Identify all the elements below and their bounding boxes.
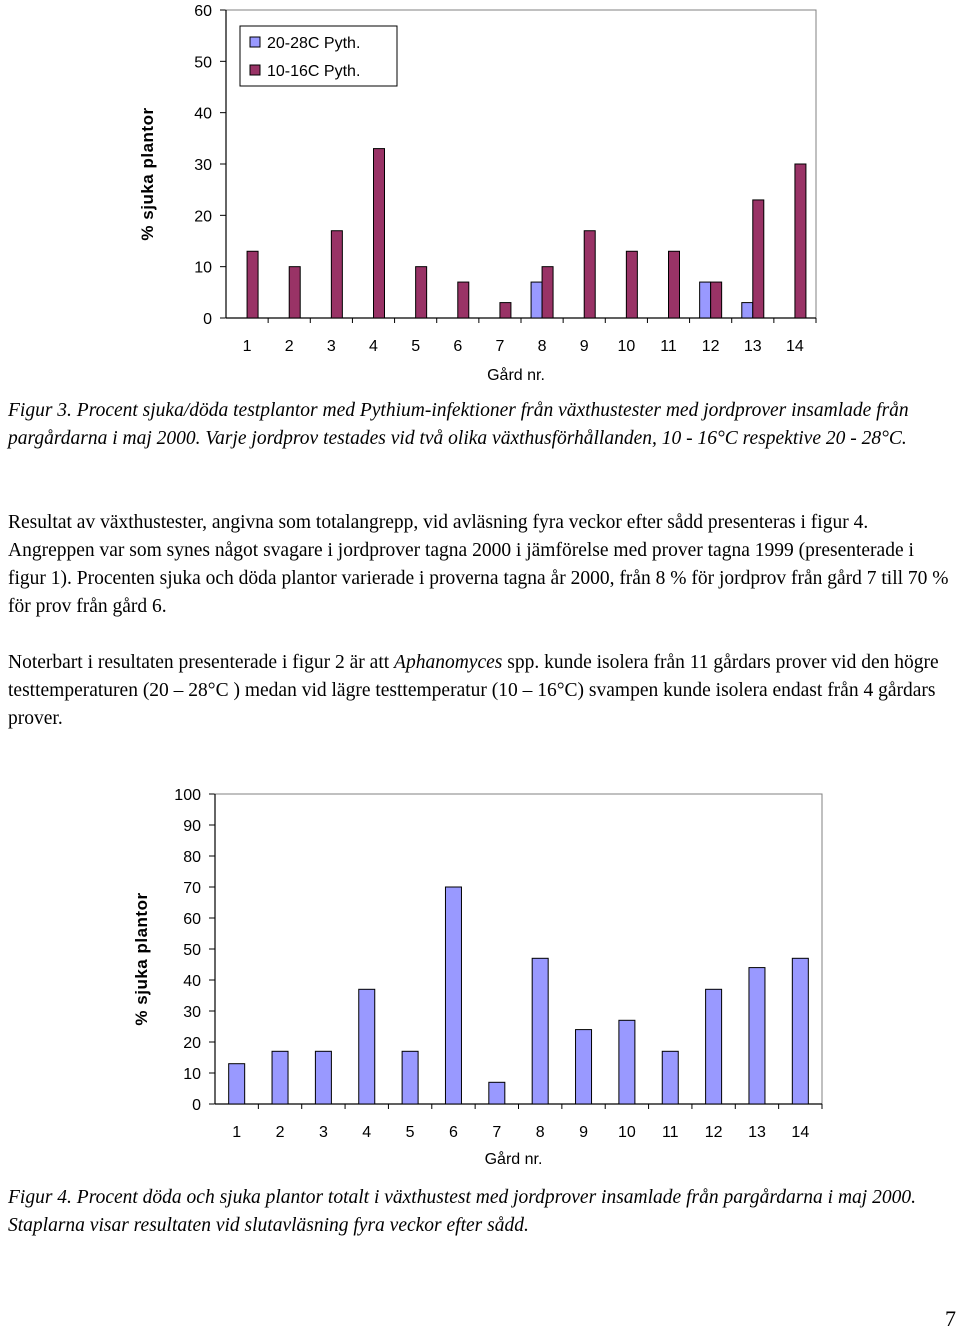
fig3-x-tick-label: 5 [411,338,421,355]
fig3-legend-label-1: 20-28C Pyth. [267,35,361,52]
fig3-legend-label-2: 10-16C Pyth. [267,63,361,80]
fig3-x-axis-label: Gård nr. [487,367,545,384]
fig4-bar-10-1 [619,1020,635,1104]
fig4-x-tick-label: 7 [492,1124,502,1141]
fig4-bar-4-1 [359,989,375,1104]
fig4-y-tick-label: 40 [183,973,201,990]
fig4-x-tick-label: 14 [791,1124,810,1141]
fig4-bar-13-1 [749,968,765,1104]
fig3-y-tick-label: 10 [194,259,212,277]
fig3-x-tick-label: 7 [495,338,505,355]
fig4-x-tick-label: 2 [275,1124,285,1141]
fig3-bar-11-2 [669,251,680,318]
fig3-x-tick-label: 11 [660,338,677,355]
fig3-bar-13-1 [742,303,753,318]
fig4-y-tick-label: 50 [183,942,201,959]
fig3-legend-swatch-1 [250,37,260,47]
fig3-x-tick-label: 6 [453,338,463,355]
fig3-x-tick-label: 14 [786,338,804,355]
fig3-legend-swatch-2 [250,65,260,75]
fig4-x-tick-label: 13 [748,1124,766,1141]
fig4-x-tick-label: 3 [318,1124,328,1141]
fig4-y-tick-label: 90 [183,818,201,835]
fig3-bar-8-2 [542,267,553,318]
fig3-bar-5-2 [416,267,427,318]
page-number: 7 [945,1306,956,1331]
fig4-bar-8-1 [532,958,548,1104]
fig3-x-tick-label: 1 [242,338,252,355]
fig3-bar-2-2 [289,267,300,318]
fig4-bar-7-1 [489,1082,505,1104]
fig3-bar-12-2 [711,282,722,318]
fig4-y-tick-label: 80 [183,849,201,866]
fig4-x-tick-label: 11 [661,1124,679,1141]
fig3-bar-10-2 [626,251,637,318]
fig4-x-tick-label: 9 [579,1124,588,1141]
fig4-x-tick-label: 5 [405,1124,415,1141]
fig4-x-tick-label: 10 [617,1124,636,1141]
fig4-bar-14-1 [792,958,808,1104]
fig3-x-tick-label: 13 [743,338,762,355]
fig4-y-tick-label: 100 [174,787,201,804]
fig3-bar-7-2 [500,303,511,318]
figure-4-chart [0,770,960,1180]
fig3-x-tick-label: 4 [369,338,378,355]
fig3-y-tick-label: 0 [203,311,212,328]
body-paragraph-1: Resultat av växthustester, angivna som totalangrepp, vid avläsning fyra veckor efter sådd presenteras i figur 4. Angreppen var som synes något svagare i jordprover tagna 2000 i jämförelse med prover tagna 1999 (presenterade i figur 1). Procenten sjuka och döda plantor varierade i proverna tagna år 2000, från 8 % för jordprov från gård 7 till 70 % för prov från gård 6. [8,512,949,617]
fig4-plot-area [215,794,822,1104]
fig3-x-tick-label: 9 [579,338,589,355]
fig3-bar-3-2 [331,231,342,318]
figure-3-chart [0,0,960,390]
fig4-bar-2-1 [272,1051,288,1104]
fig4-x-axis-label: Gård nr. [484,1151,543,1168]
fig3-y-tick-label: 30 [194,157,212,174]
fig4-x-tick-label: 8 [535,1124,545,1141]
fig4-y-axis-label: % sjuka plantor [132,892,151,1026]
fig3-bar-8-1 [531,282,542,318]
fig4-x-tick-label: 6 [449,1124,458,1141]
fig3-y-tick-label: 60 [194,3,212,20]
fig3-y-tick-label: 40 [194,105,212,123]
fig3-bar-6-2 [458,282,469,318]
fig4-bar-3-1 [315,1051,331,1104]
fig4-bar-12-1 [706,989,722,1104]
fig4-x-tick-label: 4 [362,1124,372,1141]
fig3-bar-14-2 [795,164,806,318]
fig3-bar-1-2 [247,251,258,318]
fig4-bar-11-1 [662,1051,678,1104]
fig4-bar-6-1 [445,887,461,1104]
fig4-y-tick-label: 20 [183,1035,201,1052]
fig4-y-tick-label: 70 [183,880,201,897]
fig4-y-tick-label: 10 [183,1066,201,1083]
figure-3-caption: Figur 3. Procent sjuka/döda testplantor med Pythium-infektioner från växthustester med jordprover insamlade från pargårdarna i maj 2000. Varje jordprov testades vid två olika växthusförhållanden, 10 - 16°C respektive 20 - 28°C. [8,400,909,449]
fig4-bar-5-1 [402,1051,418,1104]
fig3-y-tick-label: 20 [194,208,212,226]
fig4-bar-1-1 [229,1064,245,1104]
fig3-x-tick-label: 8 [537,338,547,355]
fig3-bar-13-2 [753,200,764,318]
fig4-bar-9-1 [576,1030,592,1104]
body-paragraph-2 [8,649,953,733]
fig3-y-tick-label: 50 [194,54,212,72]
fig3-bar-12-1 [700,282,711,318]
paragraph-2-text-start: Noterbart i resultaten presenterade i figur 2 är att [8,652,395,673]
fig4-y-tick-label: 0 [192,1097,201,1114]
fig4-y-tick-label: 60 [183,911,201,928]
figure-4-caption: Figur 4. Procent döda och sjuka plantor totalt i växthustest med jordprover insamlade från pargårdarna i maj 2000. Staplarna visar resultaten vid slutavläsning fyra veckor efter sådd. [8,1187,916,1236]
fig4-y-tick-label: 30 [183,1004,201,1021]
fig3-y-axis-label: % sjuka plantor [138,107,157,241]
fig3-x-tick-label: 3 [326,338,336,355]
aphanomyces-term: Aphanomyces [394,652,503,673]
fig3-bar-9-2 [584,231,595,318]
paragraph-2-text-end: spp. kunde isolera från 11 gårdars prover vid den högre testtemperaturen (20 – 28°C ) medan vid lägre testtemperatur (10 – 16°C) svampen kunde isolera endast från 4 gårdars prover. [8,652,939,729]
fig3-bar-4-2 [374,149,385,318]
fig3-x-tick-label: 10 [617,338,636,355]
fig4-x-tick-label: 1 [232,1124,242,1141]
fig3-x-tick-label: 12 [701,338,720,355]
fig4-x-tick-label: 12 [704,1124,723,1141]
fig3-x-tick-label: 2 [284,338,294,355]
